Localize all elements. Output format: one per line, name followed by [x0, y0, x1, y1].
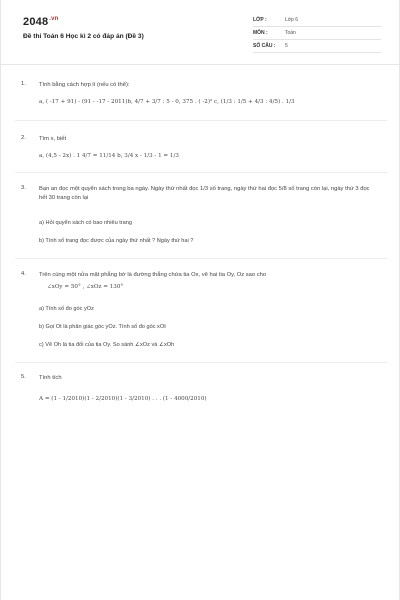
question-separator [15, 172, 387, 173]
meta-table [253, 14, 381, 53]
question-1-math: a, ( -17 + 91) - (91 - -17 - 2011)b, 4/7 + 3/7 : 5 - 0, 375 . ( -2)² c, (1/3 : 1/5 + 4/3 : 4/5) . 1/3 [39, 99, 295, 105]
question-4-sub-c: c) Vẽ Oh là tia đối của tia Oy. So sánh ∠xOz và ∠xOh [39, 342, 175, 348]
question-separator [15, 258, 387, 259]
document-header [1, 0, 399, 64]
question-separator [15, 120, 387, 121]
header-divider [1, 64, 399, 65]
logo-text: 2048 [23, 16, 49, 28]
question-number: 5. [21, 374, 26, 380]
logo-suffix: .vn [49, 16, 59, 23]
document-title: Đề thi Toán 6 Học kì 2 có đáp án (Đề 3) [23, 33, 144, 40]
meta-row-subject [253, 27, 381, 40]
meta-value: 5 [285, 43, 288, 49]
question-number: 1. [21, 81, 26, 87]
question-4-sub-b: b) Gọi Ot là phân giác góc yOz. Tính số đo góc xOt [39, 324, 166, 330]
question-text: Tìm x, biết [39, 136, 67, 142]
meta-row-class [253, 14, 381, 27]
meta-key: MÔN : [253, 30, 268, 36]
question-2-math: a, (4,5 - 2x) . 1 4/7 = 11/14 b, 3/4 x - 1/3 - 1 = 1/3 [39, 153, 179, 159]
question-text: Tính tích [39, 375, 62, 381]
question-text: Trên cùng một nửa mặt phẳng bờ là đường thẳng chứa tia Ox, vẽ hai tia Oy, Oz sao cho [39, 272, 267, 278]
question-4-math: ∠xOy = 50° , ∠xOz = 130° [47, 284, 124, 290]
meta-value: Toán [285, 30, 296, 36]
question-5-math: A = (1 - 1/2010)(1 - 2/2010)(1 - 3/2010) . . . (1 - 4000/2010) [39, 396, 207, 402]
question-separator [15, 362, 387, 363]
question-3-sub-a: a) Hỏi quyển sách có bao nhiêu trang [39, 220, 132, 226]
meta-key: SỐ CÂU : [253, 43, 276, 49]
question-4-sub-a: a) Tính số đo góc yOz [39, 306, 94, 312]
question-number: 2. [21, 135, 26, 141]
question-text: Tính bằng cách hợp lí (nếu có thể): [39, 82, 130, 88]
meta-row-count [253, 40, 381, 53]
question-text: Bạn an đọc một quyển sách trong ba ngày. Ngày thứ nhất đọc 1/3 số trang, ngày thứ hai đọc 5/8 số trang còn lại, ngày thứ 3 đọc hết 30 trang còn lại [39, 186, 370, 201]
question-3-sub-b: b) Tính số trang đọc được của ngày thứ nhất ? Ngày thứ hai ? [39, 238, 194, 244]
meta-value: Lớp 6 [285, 17, 299, 23]
meta-key: LỚP : [253, 17, 267, 23]
question-number: 3. [21, 185, 26, 191]
question-number: 4. [21, 271, 26, 277]
site-logo[interactable] [23, 16, 59, 28]
